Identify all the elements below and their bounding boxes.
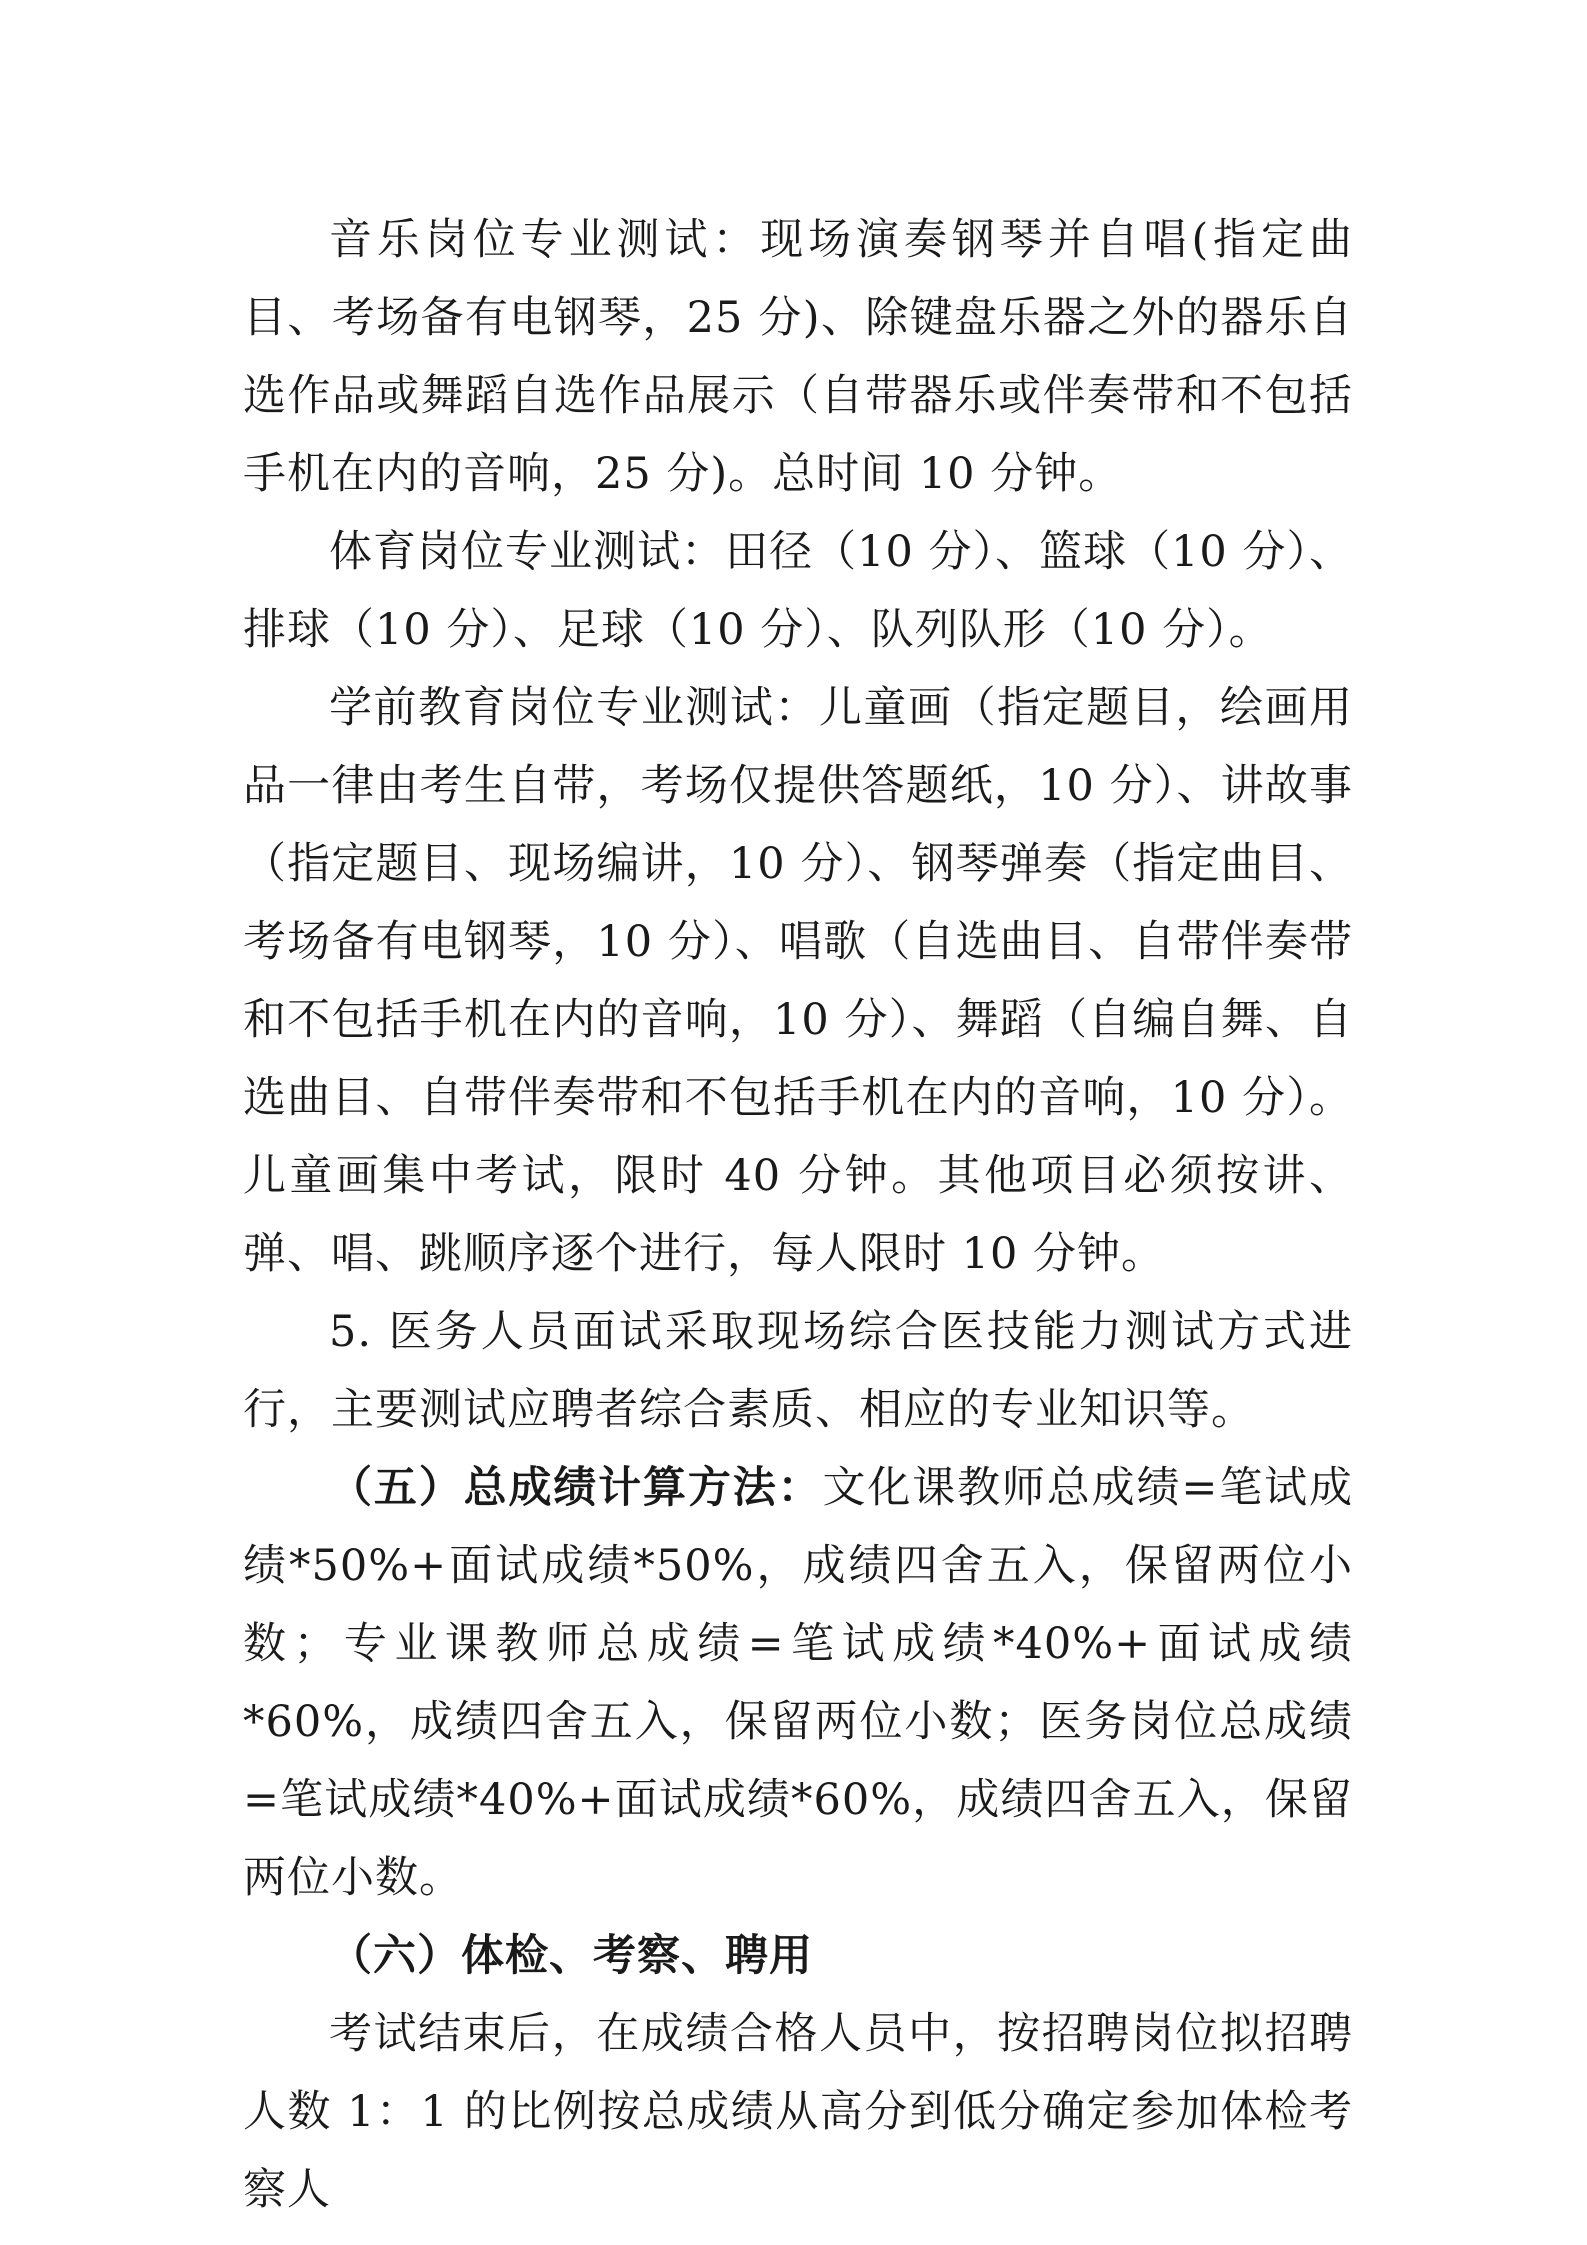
paragraph-text: 音乐岗位专业测试：现场演奏钢琴并自唱(指定曲目、考场备有电钢琴，25 分)、除键盘乐器之外的器乐自选作品或舞蹈自选作品展示（自带器乐或伴奏带和不包括手机在内的音响，25 分)。总时间 10 分钟。 <box>243 215 1353 499</box>
paragraph-score-method <box>243 1449 1353 1917</box>
section-heading-five: （五）总成绩计算方法： <box>329 1463 823 1513</box>
paragraph-text: 文化课教师总成绩=笔试成绩*50%+面试成绩*50%，成绩四舍五入，保留两位小数；专业课教师总成绩=笔试成绩*40%+面试成绩*60%，成绩四舍五入，保留两位小数；医务岗位总成绩=笔试成绩*40%+面试成绩*60%，成绩四舍五入，保留两位小数。 <box>243 1463 1353 1903</box>
paragraph-music-test <box>243 201 1353 513</box>
paragraph-section-six <box>243 1917 1353 1995</box>
paragraph-preschool-test <box>243 669 1353 1293</box>
paragraph-after-exam <box>243 1995 1353 2229</box>
paragraph-text: 体育岗位专业测试：田径（10 分）、篮球（10 分）、排球（10 分）、足球（10 分）、队列队形（10 分）。 <box>243 527 1353 655</box>
paragraph-medical-interview <box>243 1293 1353 1449</box>
paragraph-text: 考试结束后，在成绩合格人员中，按招聘岗位拟招聘人数 1：1 的比例按总成绩从高分到低分确定参加体检考察人 <box>243 2009 1353 2215</box>
paragraph-text: 学前教育岗位专业测试：儿童画（指定题目，绘画用品一律由考生自带，考场仅提供答题纸，10 分）、讲故事（指定题目、现场编讲，10 分）、钢琴弹奏（指定曲目、考场备有电钢琴，10 分）、唱歌（自选曲目、自带伴奏带和不包括手机在内的音响，10 分）、舞蹈（自编自舞、自选曲目、自带伴奏带和不包括手机在内的音响，10 分）。儿童画集中考试，限时 40 分钟。其他项目必须按讲、弹、唱、跳顺序逐个进行，每人限时 10 分钟。 <box>243 683 1353 1279</box>
document-body <box>243 201 1353 2229</box>
section-heading-six: （六）体检、考察、聘用 <box>329 1931 813 1981</box>
paragraph-text: 5. 医务人员面试采取现场综合医技能力测试方式进行，主要测试应聘者综合素质、相应的专业知识等。 <box>243 1307 1353 1435</box>
paragraph-sports-test <box>243 513 1353 669</box>
